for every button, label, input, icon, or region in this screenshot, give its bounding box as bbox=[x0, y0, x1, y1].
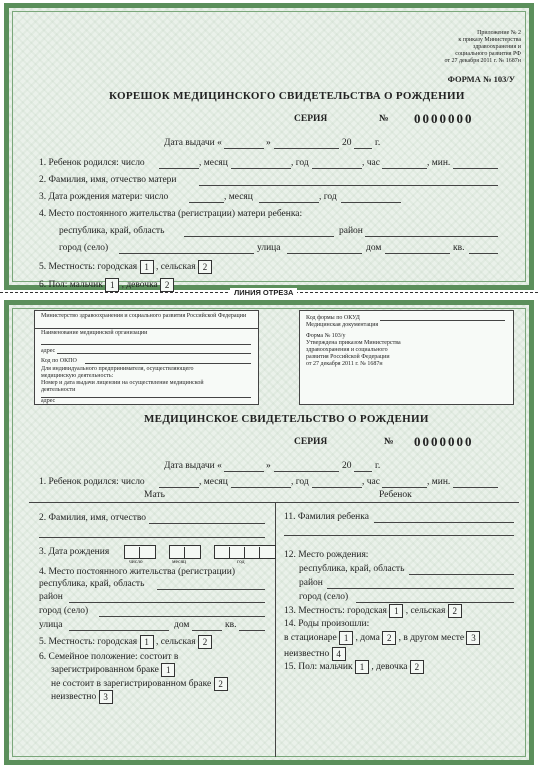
locality-label: 5. Местность: городская bbox=[39, 262, 138, 273]
issue-year-prefix: 20 bbox=[342, 138, 352, 148]
married-label: зарегистрированном браке bbox=[51, 665, 159, 676]
birth-minute-field[interactable] bbox=[453, 168, 498, 169]
marital-unknown-row bbox=[51, 690, 113, 704]
city-field[interactable] bbox=[119, 253, 254, 254]
series-label: СЕРИЯ bbox=[294, 114, 328, 124]
serial-number: 0000000 bbox=[414, 111, 474, 126]
license-address-label: адрес bbox=[41, 398, 56, 404]
okpo-label: Код по ОКПО bbox=[41, 358, 77, 364]
region-label: республика, край, область bbox=[59, 226, 165, 236]
mother-birth-month-field[interactable] bbox=[259, 202, 319, 203]
mother-name-field-2[interactable] bbox=[39, 537, 265, 538]
issue-day-field[interactable] bbox=[224, 148, 264, 149]
rural-label: , сельская bbox=[155, 262, 196, 273]
day-caption: число bbox=[129, 559, 143, 565]
mother-urban-checkbox[interactable]: 1 bbox=[140, 635, 154, 649]
birthplace-district-field[interactable] bbox=[327, 588, 514, 589]
appendix-line: социального развития РФ bbox=[455, 51, 521, 57]
month-caption: месяц bbox=[172, 559, 186, 565]
number-sign: № bbox=[384, 437, 394, 447]
girl-checkbox[interactable]: 2 bbox=[160, 278, 174, 292]
birth-hour-label: , час bbox=[362, 158, 380, 168]
mother-birth-year-label: , год bbox=[319, 192, 337, 202]
not-married-checkbox[interactable]: 2 bbox=[214, 677, 228, 691]
district-field[interactable] bbox=[365, 236, 498, 237]
married-row bbox=[51, 663, 175, 677]
approved-line: развития Российской Федерации bbox=[306, 354, 390, 360]
mother-name-label: 2. Фамилия, имя, отчество bbox=[39, 513, 147, 523]
mother-locality-label: 5. Местность: городская bbox=[39, 637, 138, 648]
child-sex-row bbox=[284, 660, 424, 674]
house-label: дом bbox=[366, 243, 382, 253]
appendix-line: к приказу Министерства bbox=[458, 37, 521, 43]
birth-year-field[interactable] bbox=[312, 168, 362, 169]
org-name-label: Наименование медицинской организации bbox=[41, 330, 148, 336]
locality-row bbox=[39, 260, 212, 274]
mother-district-label: район bbox=[39, 592, 63, 602]
child-surname-field[interactable] bbox=[374, 522, 514, 523]
urban-checkbox[interactable]: 1 bbox=[140, 260, 154, 274]
license-label-2: деятельности bbox=[41, 387, 76, 393]
year-caption: год bbox=[237, 559, 245, 565]
not-married-label: не состоит в зарегистрированном браке bbox=[51, 679, 212, 690]
birthplace-label: 12. Место рождения: bbox=[284, 550, 369, 560]
appendix-note bbox=[444, 30, 521, 65]
med-doc-label: Медицинская документация bbox=[306, 322, 379, 328]
number-sign: № bbox=[379, 114, 389, 124]
birthplace-district-label: район bbox=[299, 578, 323, 588]
hospital-label: в стационаре bbox=[284, 633, 337, 644]
birth-year-field[interactable] bbox=[312, 487, 362, 488]
mother-city-field[interactable] bbox=[99, 616, 265, 617]
license-field[interactable] bbox=[41, 397, 251, 398]
mother-column-header: Мать bbox=[144, 490, 165, 500]
child-locality-label: 13. Местность: городская bbox=[284, 606, 387, 617]
issue-year-field[interactable] bbox=[354, 148, 372, 149]
delivery-place-label: 14. Роды произошли: bbox=[284, 619, 370, 629]
issue-year-prefix: 20 bbox=[342, 461, 352, 471]
home-label: , дома bbox=[355, 633, 380, 644]
ip-text: Для индивидуального предпринимателя, осуществляющего bbox=[41, 366, 194, 372]
appendix-line: здравоохранения и bbox=[472, 44, 521, 50]
approved-line: здравоохранения и социального bbox=[306, 347, 388, 353]
form-info-box bbox=[299, 310, 514, 405]
house-field[interactable] bbox=[385, 253, 450, 254]
mother-birth-month-boxes[interactable] bbox=[169, 545, 201, 559]
stub-title: КОРЕШОК МЕДИЦИНСКОГО СВИДЕТЕЛЬСТВА О РОЖДЕНИИ bbox=[109, 90, 465, 102]
mother-name-field[interactable] bbox=[149, 523, 265, 524]
mother-birth-label: 3. Дата рождения матери: число bbox=[39, 192, 169, 202]
certificate-title: МЕДИЦИНСКОЕ СВИДЕТЕЛЬСТВО О РОЖДЕНИИ bbox=[144, 413, 429, 425]
certificate-form bbox=[4, 300, 534, 765]
issue-month-field[interactable] bbox=[274, 148, 339, 149]
region-field[interactable] bbox=[184, 236, 334, 237]
mother-birth-year-boxes[interactable] bbox=[214, 545, 276, 559]
child-rural-checkbox[interactable]: 2 bbox=[448, 604, 462, 618]
approved-line: от 27 декабря 2011 г. № 1687н bbox=[306, 361, 383, 367]
ministry-text: Министерство здравоохранения и социального развития Российской Федерации bbox=[41, 313, 247, 319]
issue-date-label: Дата выдачи « bbox=[164, 138, 222, 148]
mother-birth-year-field[interactable] bbox=[341, 202, 401, 203]
issue-year-suffix: г. bbox=[375, 461, 381, 471]
child-rural-label: , сельская bbox=[405, 606, 446, 617]
city-label: город (село) bbox=[59, 243, 109, 253]
birthplace-city-field[interactable] bbox=[356, 602, 514, 603]
mother-locality-row bbox=[39, 635, 212, 649]
okud-field[interactable] bbox=[380, 320, 505, 321]
divider bbox=[35, 328, 258, 329]
residence-label: 4. Место постоянного жительства (регистрации) матери ребенка: bbox=[39, 209, 303, 219]
child-sex-label: 15. Пол: мальчик bbox=[284, 662, 353, 673]
mother-region-field[interactable] bbox=[157, 589, 265, 590]
mother-city-label: город (село) bbox=[39, 606, 89, 616]
birth-minute-field[interactable] bbox=[453, 487, 498, 488]
birthplace-region-field[interactable] bbox=[409, 574, 514, 575]
issue-month-field[interactable] bbox=[274, 471, 339, 472]
birthplace-city-label: город (село) bbox=[299, 592, 349, 602]
stub-form bbox=[4, 3, 534, 290]
mother-street-field[interactable] bbox=[69, 630, 169, 631]
girl-label: , девочка bbox=[121, 280, 158, 291]
issue-day-field[interactable] bbox=[224, 471, 264, 472]
district-label: район bbox=[339, 226, 363, 236]
issue-date-quote: » bbox=[266, 138, 271, 148]
ip-text-2: медицинскую деятельность: bbox=[41, 373, 114, 379]
birth-month-field[interactable] bbox=[231, 168, 291, 169]
sex-label: 6. Пол: мальчик bbox=[39, 280, 103, 291]
marital-unknown-label: неизвестно bbox=[51, 692, 97, 703]
not-married-row bbox=[51, 677, 228, 691]
mother-birth-day-field[interactable] bbox=[189, 202, 224, 203]
birth-month-label: , месяц bbox=[199, 158, 228, 168]
birth-day-field[interactable] bbox=[159, 168, 199, 169]
okpo-field[interactable] bbox=[85, 363, 251, 364]
delivery-unknown-label: неизвестно bbox=[284, 649, 330, 660]
birth-month-label: , месяц bbox=[199, 477, 228, 487]
birth-year-label: , год bbox=[291, 158, 309, 168]
child-boy-checkbox[interactable]: 1 bbox=[355, 660, 369, 674]
birth-month-field[interactable] bbox=[231, 487, 291, 488]
form-number: ФОРМА № 103/У bbox=[447, 74, 515, 84]
other-place-label: , в другом месте bbox=[398, 633, 465, 644]
mother-birth-day-boxes[interactable] bbox=[124, 545, 156, 559]
mother-apt-label: кв. bbox=[225, 620, 237, 630]
birth-hour-field[interactable] bbox=[382, 487, 427, 488]
mother-birth-month-label: , месяц bbox=[224, 192, 253, 202]
cut-line-label: ЛИНИЯ ОТРЕЗА bbox=[230, 288, 297, 297]
street-field[interactable] bbox=[287, 253, 362, 254]
sex-row bbox=[39, 278, 174, 292]
home-checkbox[interactable]: 2 bbox=[382, 631, 396, 645]
column-divider bbox=[275, 502, 276, 757]
child-column-header: Ребенок bbox=[379, 490, 412, 500]
org-address-field[interactable] bbox=[57, 353, 251, 354]
mother-house-field[interactable] bbox=[192, 630, 222, 631]
child-girl-label: , девочка bbox=[371, 662, 408, 673]
mother-street-label: улица bbox=[39, 620, 63, 630]
issue-date-quote: » bbox=[266, 461, 271, 471]
married-checkbox[interactable]: 1 bbox=[161, 663, 175, 677]
boy-checkbox[interactable]: 1 bbox=[105, 278, 119, 292]
issue-year-field[interactable] bbox=[354, 471, 372, 472]
approved-line: Утверждена приказом Министерства bbox=[306, 340, 401, 346]
rural-checkbox[interactable]: 2 bbox=[198, 260, 212, 274]
issue-year-suffix: г. bbox=[375, 138, 381, 148]
series-label: СЕРИЯ bbox=[294, 437, 328, 447]
mother-rural-label: , сельская bbox=[155, 637, 196, 648]
mother-residence-label: 4. Место постоянного жительства (регистрации) bbox=[39, 567, 235, 577]
organization-info-box bbox=[34, 310, 259, 405]
birth-minute-label: , мин. bbox=[427, 158, 451, 168]
apartment-field[interactable] bbox=[469, 253, 498, 254]
mother-name-label: 2. Фамилия, имя, отчество матери bbox=[39, 175, 177, 185]
mother-name-field[interactable] bbox=[199, 185, 498, 186]
birth-minute-label: , мин. bbox=[427, 477, 451, 487]
appendix-line: Приложение № 2 bbox=[477, 30, 521, 36]
issue-date-label: Дата выдачи « bbox=[164, 461, 222, 471]
license-label: Номер и дата выдачи лицензии на осуществление медицинской bbox=[41, 380, 204, 386]
birthplace-region-label: республика, край, область bbox=[299, 564, 405, 574]
hospital-checkbox[interactable]: 1 bbox=[339, 631, 353, 645]
marital-unknown-checkbox[interactable]: 3 bbox=[99, 690, 113, 704]
child-surname-field-2[interactable] bbox=[284, 535, 514, 536]
mother-district-field[interactable] bbox=[69, 602, 265, 603]
mother-rural-checkbox[interactable]: 2 bbox=[198, 635, 212, 649]
birth-date-label: 1. Ребенок родился: число bbox=[39, 477, 145, 487]
org-name-field[interactable] bbox=[41, 344, 251, 345]
mother-birth-label: 3. Дата рождения bbox=[39, 547, 110, 557]
delivery-unknown-checkbox[interactable]: 4 bbox=[332, 647, 346, 661]
org-address-label: адрес bbox=[41, 348, 56, 354]
street-label: улица bbox=[257, 243, 281, 253]
delivery-unknown-row bbox=[284, 647, 346, 661]
delivery-place-row bbox=[284, 631, 480, 645]
birth-hour-field[interactable] bbox=[382, 168, 427, 169]
form-code: Форма № 103/у bbox=[306, 333, 346, 339]
other-place-checkbox[interactable]: 3 bbox=[466, 631, 480, 645]
apartment-label: кв. bbox=[453, 243, 465, 253]
birth-date-label: 1. Ребенок родился: число bbox=[39, 158, 145, 168]
child-urban-checkbox[interactable]: 1 bbox=[389, 604, 403, 618]
birth-day-field[interactable] bbox=[159, 487, 199, 488]
child-locality-row bbox=[284, 604, 462, 618]
serial-number: 0000000 bbox=[414, 434, 474, 449]
mother-apt-field[interactable] bbox=[239, 630, 265, 631]
okud-label: Код формы по ОКУД bbox=[306, 315, 360, 321]
child-surname-label: 11. Фамилия ребенка bbox=[284, 512, 369, 522]
marital-status-label: 6. Семейное положение: состоит в bbox=[39, 652, 179, 662]
mother-region-label: республика, край, область bbox=[39, 579, 145, 589]
appendix-line: от 27 декабря 2011 г. № 1687н bbox=[444, 58, 521, 64]
birth-year-label: , год bbox=[291, 477, 309, 487]
birth-hour-label: , час bbox=[362, 477, 380, 487]
child-girl-checkbox[interactable]: 2 bbox=[410, 660, 424, 674]
section-divider bbox=[29, 502, 519, 503]
mother-house-label: дом bbox=[174, 620, 190, 630]
